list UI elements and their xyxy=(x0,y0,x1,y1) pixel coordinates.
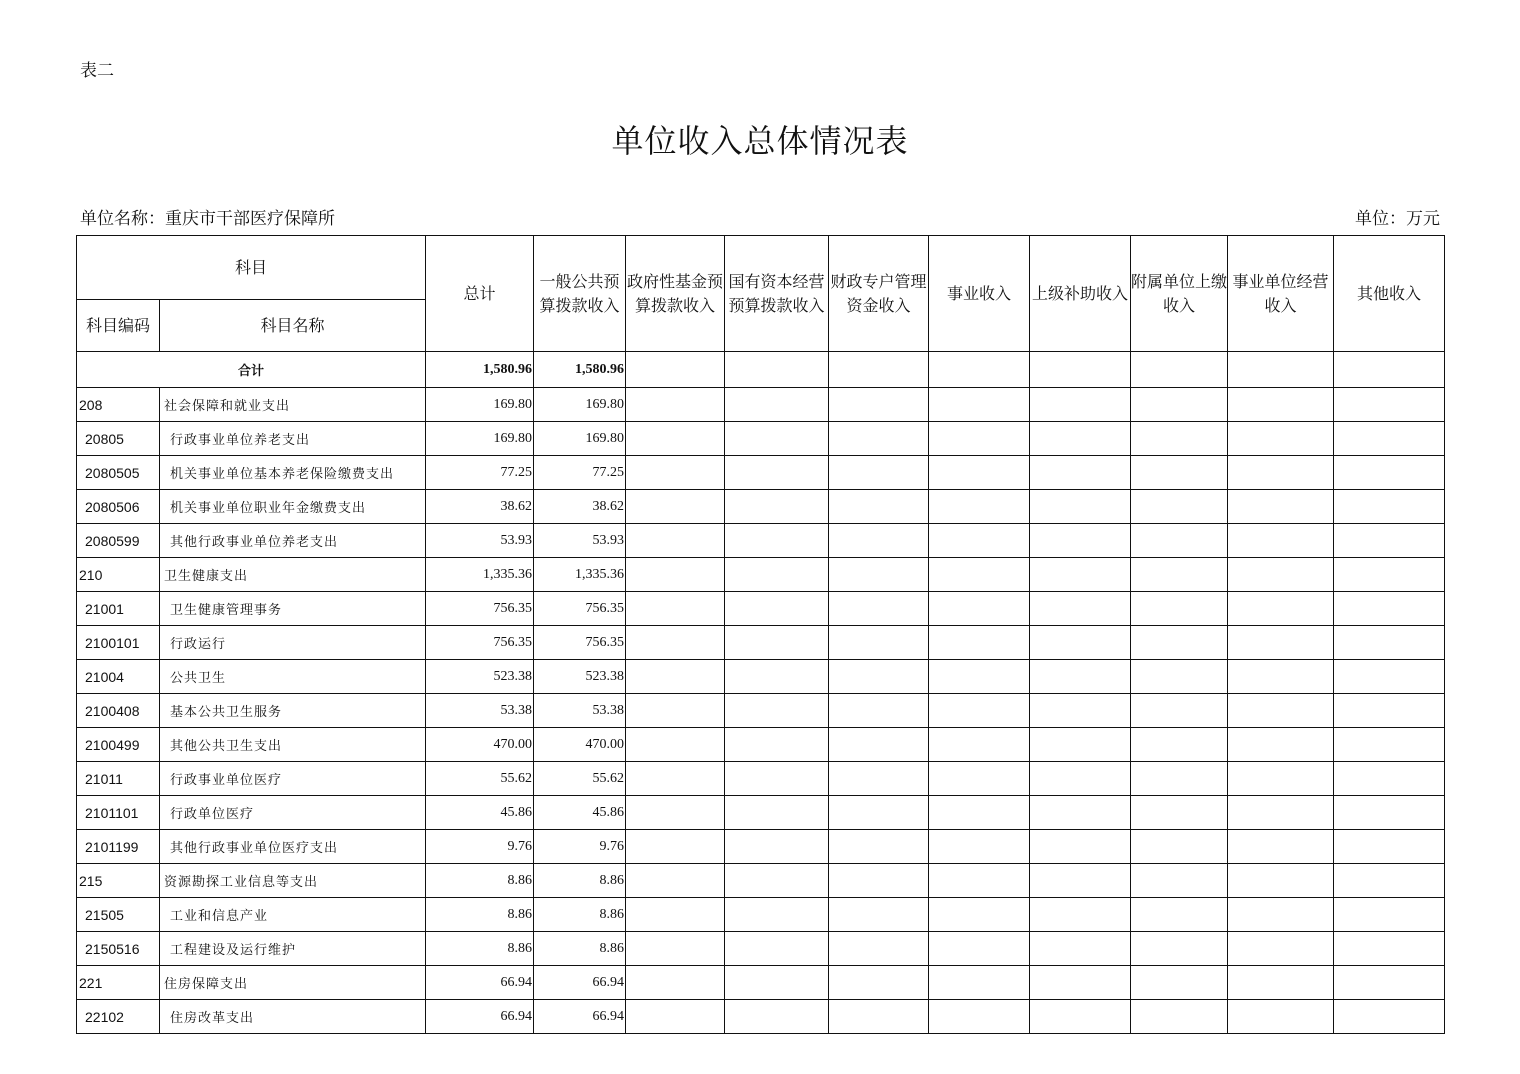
empty-cell xyxy=(626,864,725,898)
empty-cell xyxy=(1334,694,1445,728)
row-total: 66.94 xyxy=(426,966,534,1000)
empty-cell xyxy=(929,352,1030,388)
row-name: 机关事业单位基本养老保险缴费支出 xyxy=(160,456,426,490)
empty-cell xyxy=(1030,592,1131,626)
table-row xyxy=(77,796,1445,830)
row-total: 169.80 xyxy=(426,388,534,422)
table-row xyxy=(77,830,1445,864)
table-row xyxy=(77,694,1445,728)
row-general: 66.94 xyxy=(534,1000,626,1034)
empty-cell xyxy=(1030,388,1131,422)
empty-cell xyxy=(829,830,929,864)
row-code: 210 xyxy=(77,558,160,592)
empty-cell xyxy=(929,1000,1030,1034)
empty-cell xyxy=(626,388,725,422)
row-name: 机关事业单位职业年金缴费支出 xyxy=(160,490,426,524)
empty-cell xyxy=(829,524,929,558)
empty-cell xyxy=(1131,830,1228,864)
empty-cell xyxy=(929,796,1030,830)
row-general: 66.94 xyxy=(534,966,626,1000)
empty-cell xyxy=(929,728,1030,762)
row-general: 169.80 xyxy=(534,422,626,456)
empty-cell xyxy=(929,898,1030,932)
empty-cell xyxy=(1334,388,1445,422)
empty-cell xyxy=(829,694,929,728)
empty-cell xyxy=(1334,728,1445,762)
row-code: 2101101 xyxy=(77,796,160,830)
empty-cell xyxy=(829,898,929,932)
row-name: 住房改革支出 xyxy=(160,1000,426,1034)
row-total: 8.86 xyxy=(426,864,534,898)
row-total: 45.86 xyxy=(426,796,534,830)
header-code: 科目编码 xyxy=(77,300,160,352)
table-row xyxy=(77,932,1445,966)
empty-cell xyxy=(626,762,725,796)
empty-cell xyxy=(725,352,829,388)
empty-cell xyxy=(1228,694,1334,728)
empty-cell xyxy=(829,864,929,898)
empty-cell xyxy=(725,864,829,898)
empty-cell xyxy=(1334,932,1445,966)
empty-cell xyxy=(1030,490,1131,524)
empty-cell xyxy=(929,864,1030,898)
row-code: 2100101 xyxy=(77,626,160,660)
empty-cell xyxy=(626,352,725,388)
empty-cell xyxy=(626,932,725,966)
empty-cell xyxy=(626,592,725,626)
empty-cell xyxy=(1030,830,1131,864)
row-name: 其他行政事业单位医疗支出 xyxy=(160,830,426,864)
empty-cell xyxy=(1228,592,1334,626)
empty-cell xyxy=(1131,388,1228,422)
empty-cell xyxy=(725,796,829,830)
empty-cell xyxy=(1228,524,1334,558)
row-general: 1,335.36 xyxy=(534,558,626,592)
table-row xyxy=(77,592,1445,626)
empty-cell xyxy=(725,762,829,796)
table-row xyxy=(77,864,1445,898)
empty-cell xyxy=(829,558,929,592)
empty-cell xyxy=(1334,626,1445,660)
table-row xyxy=(77,898,1445,932)
empty-cell xyxy=(929,830,1030,864)
row-total: 756.35 xyxy=(426,592,534,626)
table-row xyxy=(77,456,1445,490)
row-code: 21011 xyxy=(77,762,160,796)
empty-cell xyxy=(1334,796,1445,830)
table-row xyxy=(77,524,1445,558)
empty-cell xyxy=(1030,558,1131,592)
empty-cell xyxy=(725,728,829,762)
row-general: 55.62 xyxy=(534,762,626,796)
row-name: 基本公共卫生服务 xyxy=(160,694,426,728)
row-code: 2080506 xyxy=(77,490,160,524)
empty-cell xyxy=(929,694,1030,728)
empty-cell xyxy=(1030,966,1131,1000)
empty-cell xyxy=(1030,660,1131,694)
empty-cell xyxy=(1228,422,1334,456)
empty-cell xyxy=(1228,728,1334,762)
header-total: 总计 xyxy=(426,236,534,352)
empty-cell xyxy=(1131,694,1228,728)
table-row xyxy=(77,626,1445,660)
row-code: 2080505 xyxy=(77,456,160,490)
row-code: 21001 xyxy=(77,592,160,626)
empty-cell xyxy=(1334,660,1445,694)
empty-cell xyxy=(829,1000,929,1034)
empty-cell xyxy=(1131,456,1228,490)
row-name: 工程建设及运行维护 xyxy=(160,932,426,966)
row-code: 2100408 xyxy=(77,694,160,728)
row-general: 38.62 xyxy=(534,490,626,524)
row-total: 1,335.36 xyxy=(426,558,534,592)
empty-cell xyxy=(1334,898,1445,932)
empty-cell xyxy=(1334,490,1445,524)
empty-cell xyxy=(725,932,829,966)
empty-cell xyxy=(1334,1000,1445,1034)
empty-cell xyxy=(829,592,929,626)
empty-cell xyxy=(1334,352,1445,388)
empty-cell xyxy=(929,762,1030,796)
empty-cell xyxy=(1228,490,1334,524)
empty-cell xyxy=(1334,422,1445,456)
empty-cell xyxy=(1030,626,1131,660)
row-total: 756.35 xyxy=(426,626,534,660)
empty-cell xyxy=(1334,762,1445,796)
row-code: 21004 xyxy=(77,660,160,694)
empty-cell xyxy=(929,592,1030,626)
empty-cell xyxy=(1030,932,1131,966)
empty-cell xyxy=(1030,524,1131,558)
row-total: 8.86 xyxy=(426,898,534,932)
row-code: 215 xyxy=(77,864,160,898)
empty-cell xyxy=(725,694,829,728)
empty-cell xyxy=(1131,626,1228,660)
empty-cell xyxy=(1131,660,1228,694)
empty-cell xyxy=(626,524,725,558)
empty-cell xyxy=(1030,728,1131,762)
row-name: 行政事业单位养老支出 xyxy=(160,422,426,456)
empty-cell xyxy=(626,830,725,864)
page-title: 单位收入总体情况表 xyxy=(611,122,909,160)
empty-cell xyxy=(1228,388,1334,422)
empty-cell xyxy=(1334,456,1445,490)
row-general: 77.25 xyxy=(534,456,626,490)
row-general: 53.38 xyxy=(534,694,626,728)
empty-cell xyxy=(1228,558,1334,592)
empty-cell xyxy=(929,490,1030,524)
empty-cell xyxy=(1131,898,1228,932)
empty-cell xyxy=(725,524,829,558)
empty-cell xyxy=(1228,898,1334,932)
empty-cell xyxy=(829,762,929,796)
empty-cell xyxy=(1228,626,1334,660)
row-general: 523.38 xyxy=(534,660,626,694)
empty-cell xyxy=(829,966,929,1000)
empty-cell xyxy=(1030,762,1131,796)
row-total: 470.00 xyxy=(426,728,534,762)
row-name: 社会保障和就业支出 xyxy=(160,388,426,422)
row-name: 工业和信息产业 xyxy=(160,898,426,932)
row-code: 221 xyxy=(77,966,160,1000)
empty-cell xyxy=(1228,762,1334,796)
header-general-budget: 一般公共预算拨款收入 xyxy=(534,236,626,352)
row-name: 卫生健康支出 xyxy=(160,558,426,592)
row-code: 22102 xyxy=(77,1000,160,1034)
empty-cell xyxy=(1334,830,1445,864)
row-general: 169.80 xyxy=(534,388,626,422)
empty-cell xyxy=(1030,1000,1131,1034)
row-general: 470.00 xyxy=(534,728,626,762)
row-total: 523.38 xyxy=(426,660,534,694)
empty-cell xyxy=(626,694,725,728)
table-row xyxy=(77,728,1445,762)
empty-cell xyxy=(829,422,929,456)
row-name: 行政事业单位医疗 xyxy=(160,762,426,796)
table-row xyxy=(77,966,1445,1000)
empty-cell xyxy=(829,660,929,694)
row-code: 20805 xyxy=(77,422,160,456)
row-general: 8.86 xyxy=(534,932,626,966)
total-total: 1,580.96 xyxy=(426,352,534,388)
empty-cell xyxy=(1131,796,1228,830)
row-name: 其他行政事业单位养老支出 xyxy=(160,524,426,558)
empty-cell xyxy=(1228,1000,1334,1034)
row-code: 2101199 xyxy=(77,830,160,864)
empty-cell xyxy=(626,626,725,660)
row-name: 资源勘探工业信息等支出 xyxy=(160,864,426,898)
header-fiscal-special: 财政专户管理资金收入 xyxy=(829,236,929,352)
empty-cell xyxy=(929,966,1030,1000)
row-total: 38.62 xyxy=(426,490,534,524)
empty-cell xyxy=(1131,966,1228,1000)
header-name: 科目名称 xyxy=(160,300,426,352)
row-total: 77.25 xyxy=(426,456,534,490)
empty-cell xyxy=(829,796,929,830)
row-general: 756.35 xyxy=(534,592,626,626)
empty-cell xyxy=(829,626,929,660)
empty-cell xyxy=(1030,694,1131,728)
income-table xyxy=(76,235,1445,1034)
empty-cell xyxy=(626,1000,725,1034)
empty-cell xyxy=(1334,966,1445,1000)
empty-cell xyxy=(725,830,829,864)
empty-cell xyxy=(1131,864,1228,898)
row-total: 53.93 xyxy=(426,524,534,558)
empty-cell xyxy=(1334,864,1445,898)
empty-cell xyxy=(626,660,725,694)
row-general: 45.86 xyxy=(534,796,626,830)
row-total: 9.76 xyxy=(426,830,534,864)
empty-cell xyxy=(929,626,1030,660)
empty-cell xyxy=(1030,898,1131,932)
empty-cell xyxy=(725,898,829,932)
empty-cell xyxy=(1334,524,1445,558)
row-name: 其他公共卫生支出 xyxy=(160,728,426,762)
empty-cell xyxy=(929,456,1030,490)
empty-cell xyxy=(929,388,1030,422)
row-general: 9.76 xyxy=(534,830,626,864)
row-general: 8.86 xyxy=(534,898,626,932)
empty-cell xyxy=(725,456,829,490)
empty-cell xyxy=(1030,352,1131,388)
row-general: 53.93 xyxy=(534,524,626,558)
empty-cell xyxy=(725,388,829,422)
empty-cell xyxy=(626,728,725,762)
empty-cell xyxy=(1030,422,1131,456)
empty-cell xyxy=(1030,456,1131,490)
row-code: 2080599 xyxy=(77,524,160,558)
empty-cell xyxy=(725,626,829,660)
empty-cell xyxy=(1131,490,1228,524)
header-subject: 科目 xyxy=(77,236,426,300)
empty-cell xyxy=(1131,728,1228,762)
empty-cell xyxy=(626,558,725,592)
empty-cell xyxy=(725,660,829,694)
empty-cell xyxy=(725,490,829,524)
empty-cell xyxy=(725,966,829,1000)
empty-cell xyxy=(829,456,929,490)
empty-cell xyxy=(1334,592,1445,626)
empty-cell xyxy=(1131,558,1228,592)
unit-name: 单位名称：重庆市干部医疗保障所 xyxy=(80,209,335,229)
empty-cell xyxy=(1131,422,1228,456)
table-number-label: 表二 xyxy=(80,61,114,81)
empty-cell xyxy=(1228,352,1334,388)
table-header xyxy=(77,236,1445,388)
table-body xyxy=(77,388,1445,1034)
header-superior-subsidy: 上级补助收入 xyxy=(1030,236,1131,352)
empty-cell xyxy=(829,388,929,422)
row-name: 住房保障支出 xyxy=(160,966,426,1000)
table-row xyxy=(77,490,1445,524)
header-business-income: 事业收入 xyxy=(929,236,1030,352)
empty-cell xyxy=(1228,660,1334,694)
empty-cell xyxy=(626,966,725,1000)
empty-cell xyxy=(829,490,929,524)
table-row xyxy=(77,422,1445,456)
empty-cell xyxy=(725,1000,829,1034)
row-name: 行政单位医疗 xyxy=(160,796,426,830)
empty-cell xyxy=(829,728,929,762)
empty-cell xyxy=(929,558,1030,592)
empty-cell xyxy=(1131,592,1228,626)
empty-cell xyxy=(929,524,1030,558)
row-code: 21505 xyxy=(77,898,160,932)
row-total: 8.86 xyxy=(426,932,534,966)
table-row xyxy=(77,1000,1445,1034)
empty-cell xyxy=(626,422,725,456)
empty-cell xyxy=(929,422,1030,456)
row-name: 公共卫生 xyxy=(160,660,426,694)
currency-unit-label: 单位：万元 xyxy=(1355,209,1440,229)
empty-cell xyxy=(929,932,1030,966)
header-gov-fund: 政府性基金预算拨款收入 xyxy=(626,236,725,352)
row-code: 208 xyxy=(77,388,160,422)
empty-cell xyxy=(1228,864,1334,898)
row-total: 55.62 xyxy=(426,762,534,796)
header-affiliated-payment: 附属单位上缴收入 xyxy=(1131,236,1228,352)
row-general: 756.35 xyxy=(534,626,626,660)
row-total: 53.38 xyxy=(426,694,534,728)
header-state-capital: 国有资本经营预算拨款收入 xyxy=(725,236,829,352)
empty-cell xyxy=(1030,864,1131,898)
row-code: 2150516 xyxy=(77,932,160,966)
empty-cell xyxy=(1131,352,1228,388)
row-total: 169.80 xyxy=(426,422,534,456)
empty-cell xyxy=(1228,456,1334,490)
empty-cell xyxy=(626,490,725,524)
header-operating-income: 事业单位经营收入 xyxy=(1228,236,1334,352)
row-total: 66.94 xyxy=(426,1000,534,1034)
table-row xyxy=(77,660,1445,694)
row-name: 行政运行 xyxy=(160,626,426,660)
empty-cell xyxy=(626,898,725,932)
row-general: 8.86 xyxy=(534,864,626,898)
total-general: 1,580.96 xyxy=(534,352,626,388)
empty-cell xyxy=(1228,966,1334,1000)
total-label: 合计 xyxy=(77,352,426,388)
empty-cell xyxy=(1131,932,1228,966)
empty-cell xyxy=(725,592,829,626)
row-code: 2100499 xyxy=(77,728,160,762)
empty-cell xyxy=(1228,796,1334,830)
table-row xyxy=(77,762,1445,796)
empty-cell xyxy=(725,558,829,592)
empty-cell xyxy=(626,796,725,830)
empty-cell xyxy=(829,932,929,966)
empty-cell xyxy=(1228,830,1334,864)
total-row xyxy=(77,352,1445,388)
empty-cell xyxy=(1131,524,1228,558)
header-other-income: 其他收入 xyxy=(1334,236,1445,352)
table-row xyxy=(77,388,1445,422)
empty-cell xyxy=(1228,932,1334,966)
row-name: 卫生健康管理事务 xyxy=(160,592,426,626)
empty-cell xyxy=(1334,558,1445,592)
empty-cell xyxy=(1030,796,1131,830)
empty-cell xyxy=(626,456,725,490)
empty-cell xyxy=(929,660,1030,694)
empty-cell xyxy=(1131,1000,1228,1034)
empty-cell xyxy=(725,422,829,456)
empty-cell xyxy=(1131,762,1228,796)
table-row xyxy=(77,558,1445,592)
empty-cell xyxy=(829,352,929,388)
